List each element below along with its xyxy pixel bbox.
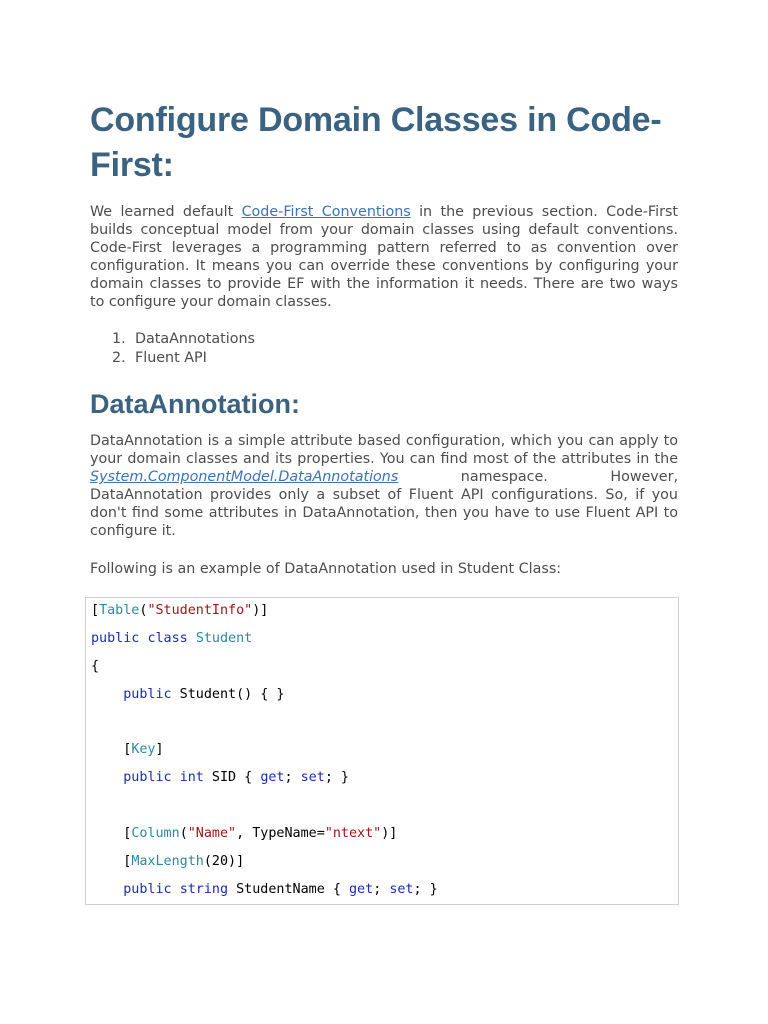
da-text-start: DataAnnotation is a simple attribute based configuration, which you can apply to your domain classes and its properties. You can find most of the attributes in the (90, 433, 678, 467)
intro-paragraph (90, 203, 678, 311)
intro-text-start: We learned default (90, 204, 242, 220)
code-first-conventions-link[interactable]: Code-First Conventions (241, 204, 411, 220)
list-item (90, 349, 255, 368)
list-number: 2. (112, 350, 126, 366)
da-text-end: namespace. However, DataAnnotation provides only a subset of Fluent API configurations. So, if you don't find some attributes in DataAnnotation, then you have to use Fluent API to configure it. (90, 469, 678, 539)
dataannotation-paragraph (90, 432, 678, 540)
code-line: [Table("StudentInfo")] (91, 603, 269, 618)
list-item-label: Fluent API (135, 350, 207, 366)
code-line: public Student() { } (123, 687, 285, 702)
intro-text-end: in the previous section. Code-First builds conceptual model from your domain classes using default conventions. Code-First leverages a programming pattern referred to as convention over configuration. It means you can override these conventions by configuring your domain classes to provide EF with the information it needs. There are two ways to configure your domain classes. (90, 204, 678, 310)
code-line: [MaxLength(20)] (123, 854, 245, 869)
section-heading: DataAnnotation: (90, 389, 300, 419)
code-line: public class Student (91, 631, 253, 646)
configuration-ways-list (90, 330, 255, 368)
list-item-label: DataAnnotations (135, 331, 255, 347)
list-item (90, 330, 255, 349)
code-line: { (91, 659, 100, 674)
code-line: [Key] (123, 742, 164, 757)
list-number: 1. (112, 331, 126, 347)
code-line: [Column("Name", TypeName="ntext")] (123, 826, 398, 841)
code-line: public int SID { get; set; } (123, 770, 349, 785)
example-intro: Following is an example of DataAnnotation used in Student Class: (90, 561, 562, 577)
dataannotations-namespace-link[interactable]: System.ComponentModel.DataAnnotations (90, 469, 399, 485)
page-title: Configure Domain Classes in Code-First: (90, 101, 662, 184)
code-line: public string StudentName { get; set; } (123, 882, 438, 897)
code-block (85, 597, 679, 905)
